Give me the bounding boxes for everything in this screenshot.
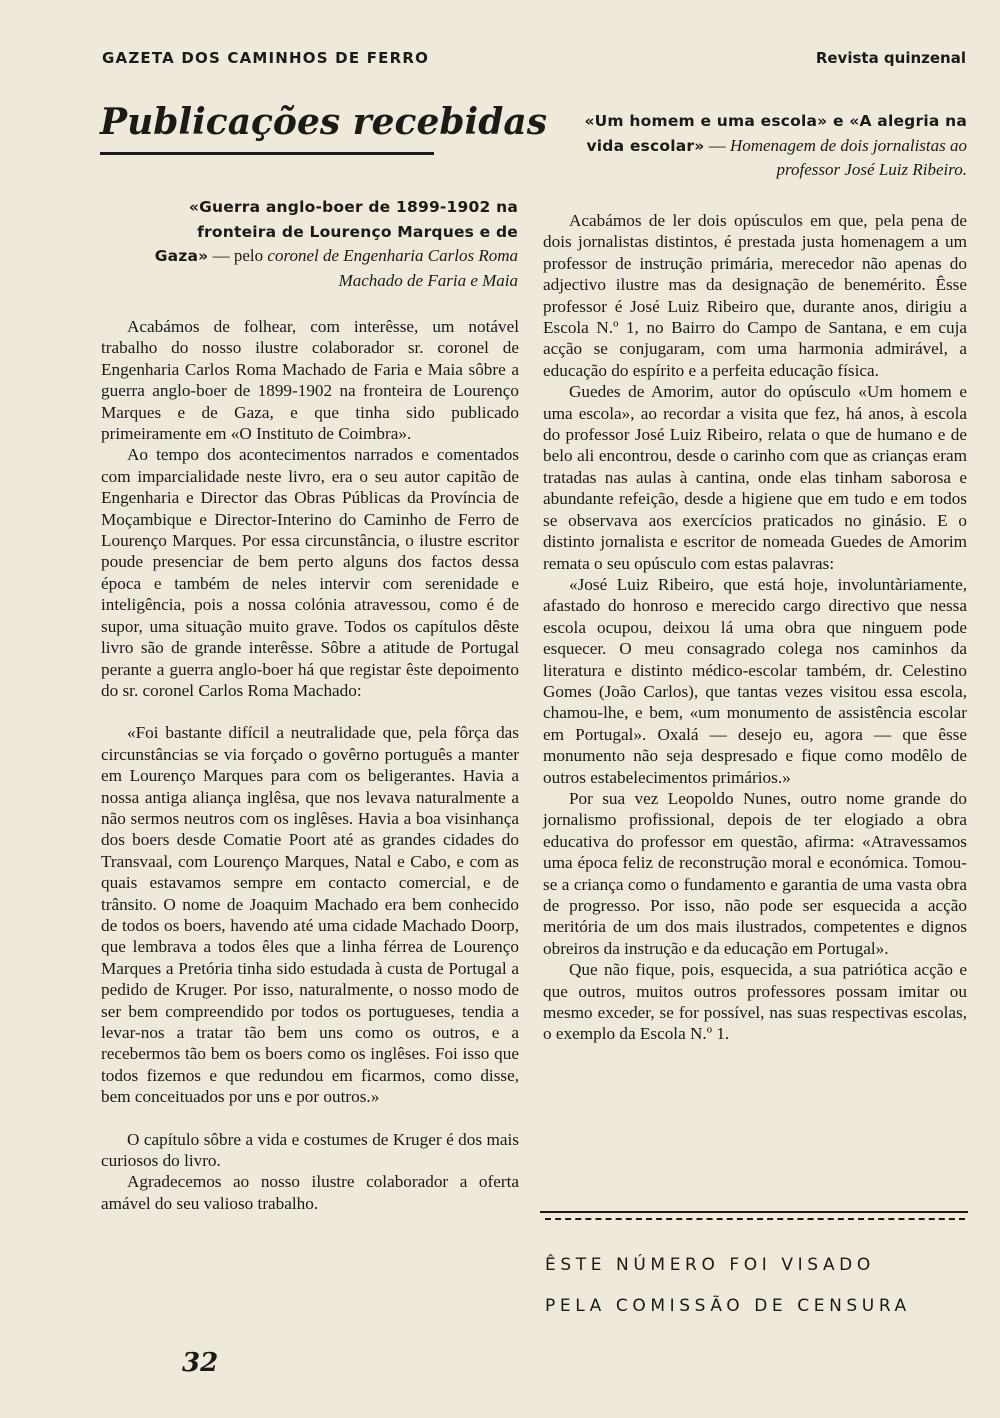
article-1-author: coronel de Engenharia Carlos Roma Machado de Faria e Maia	[267, 246, 518, 290]
quoted-paragraph: «Foi bastante difícil a neutralidade que, pela fôrça das circunstâncias se via forçado o govêrno português a manter em Lourenço Marques para com os beligerantes. Havia a nossa antiga aliança inglêsa, que nos levava naturalmente a não sermos neutros com os inglêses. Havia a boa visinhança dos boers desde Comatie Poort até as grandes cidades do Transvaal, com Lourenço Marques, Natal e Cabo, e com as quais estavamos sempre em contacto comercial, e de trânsito. O nome de Joaquim Machado era bem conhecido de todos os boers, havendo até uma cidade Machado Doorp, que lembrava a todos êles que a linha férrea de Lourenço Marques a Pretória tinha sido estudada à custa de Portugal a pedido de Kruger. Por isso, naturalmente, o nosso modo de ser bem compreendido por todos os portugueses, tendia a levar-nos a tratar tão bem uns como os outros, e a recebermos tão bem os boers como os inglêses. Foi isso que todos fizemos e que redundou em ficarmos, como disse, bem conceituados por uns e por outros.»	[101, 723, 519, 1107]
quoted-paragraph: «José Luiz Ribeiro, que está hoje, involuntàriamente, afastado do honroso e merecido cargo directivo que nessa escola ocupou, deixou lá uma obra que ninguem pode esquecer. O meu consagrado colega nos caminhos da literatura e distinto médico-escolar também, dr. Celestino Gomes (João Carlos), que tantas vezes visitou essa escola, chamou-lhe, e bem, «um monumento de assistência escolar em Portugal». Oxalá — desejo eu, agora — que êsse monumento não seja despresado e fique como modêlo de outros estabelecimentos primários.»	[543, 574, 967, 787]
paragraph: Agradecemos ao nosso ilustre colaborador a oferta amável do seu valioso trabalho.	[101, 1172, 519, 1213]
publication-name: GAZETA DOS CAMINHOS DE FERRO	[102, 49, 430, 67]
censorship-notice-line-2: PELA COMISSÃO DE CENSURA	[545, 1296, 911, 1316]
section-title: Publicações recebidas	[100, 101, 547, 143]
publication-frequency: Revista quinzenal	[815, 49, 966, 67]
article-2-book-titles: «Um homem e uma escola» e «A alegria na vida escolar»	[584, 112, 967, 155]
article-2-body	[543, 210, 967, 1045]
article-2-heading-separator: —	[704, 135, 730, 155]
article-2-subtitle: Homenagem de dois jornalistas ao professor José Luiz Ribeiro.	[729, 135, 967, 179]
paragraph: Ao tempo dos acontecimentos narrados e comentados com imparcialidade neste livro, era o seu autor capitão de Engenharia e Director das Obras Públicas da Província de Moçambique e Director-Interino do Caminho de Ferro de Lourenço Marques. Por essa circunstância, o ilustre escritor poude presenciar de bem perto alguns dos factos dessa época e também de neles intervir com serenidade e inteligência, pois a nossa colónia atravessou, como é de supor, uma situação muito grave. Todos os capítulos dêste livro são de grande interêsse. Sôbre a atitude de Portugal perante a guerra anglo-boer há que registar êste depoimento do sr. coronel Carlos Roma Machado:	[101, 445, 519, 700]
paragraph: Acabámos de ler dois opúsculos em que, pela pena de dois jornalistas distintos, é prestada justa homenagem a um professor de instrução primária, merecedor não apenas do adjectivo ilustre mas da designação de benemérito. Êsse professor é José Luiz Ribeiro que, durante anos, dirigiu a Escola N.º 1, no Bairro do Campo de Santana, e em cuja acção se conjugaram, com uma harmonia admirável, a educação do espírito e a perfeita educação física.	[543, 211, 967, 380]
article-1-body	[101, 316, 519, 1214]
paragraph: Acabámos de folhear, com interêsse, um notável trabalho do nosso ilustre colaborador sr. coronel de Engenharia Carlos Roma Machado de Faria e Maia sôbre a guerra anglo-boer de 1899-1902 na fronteira de Lourenço Marques e de Gaza, e que tinha sido publicado primeiramente em «O Instituto de Coimbra».	[101, 317, 519, 444]
article-2-heading	[570, 109, 967, 182]
article-1-book-title: «Guerra anglo-boer de 1899-1902 na fronteira de Lourenço Marques e de Gaza»	[154, 198, 518, 265]
page-number: 32	[182, 1348, 219, 1378]
closing-dashed-rule	[545, 1218, 965, 1220]
paragraph: O capítulo sôbre a vida e costumes de Kruger é dos mais curiosos do livro.	[101, 1129, 519, 1171]
censorship-notice-line-1: ÊSTE NÚMERO FOI VISADO	[545, 1255, 875, 1275]
article-1-heading	[152, 195, 518, 292]
title-underline	[100, 152, 434, 155]
article-1-heading-separator: — pelo	[208, 246, 268, 265]
closing-rule	[540, 1211, 968, 1213]
paragraph: Que não fique, pois, esquecida, a sua patriótica acção e que outros, muitos outros professores possam imitar ou mesmo exceder, se for possível, nas suas respectivas escolas, o exemplo da Escola N.º 1.	[543, 960, 967, 1044]
paragraph: Guedes de Amorim, autor do opúsculo «Um homem e uma escola», ao recordar a visita que fez, há anos, à escola do professor José Luiz Ribeiro, relata o que de humano e de belo ali encontrou, desde o carinho com que as crianças eram tratadas nas aulas à cantina, onde elas tinham saborosa e abundante refeição, desde a higiene que em tudo e em todos se observava aos exercícios praticados no ginásio. E o distinto jornalista e escritor de nomeada Guedes de Amorim remata o seu opúsculo com estas palavras:	[543, 382, 967, 573]
paragraph: Por sua vez Leopoldo Nunes, outro nome grande do jornalismo profissional, depois de ter elogiado a obra educativa do professor em questão, afirma: «Atravessamos uma época feliz de reconstrução moral e económica. Tomou-se a criança como o fundamento e garantia de uma vasta obra de progresso. Por isso, não pode ser esquecida a acção meritória de um dos mais ilustrados, competentes e dignos obreiros da instrução e da educação em Portugal».	[543, 788, 967, 958]
